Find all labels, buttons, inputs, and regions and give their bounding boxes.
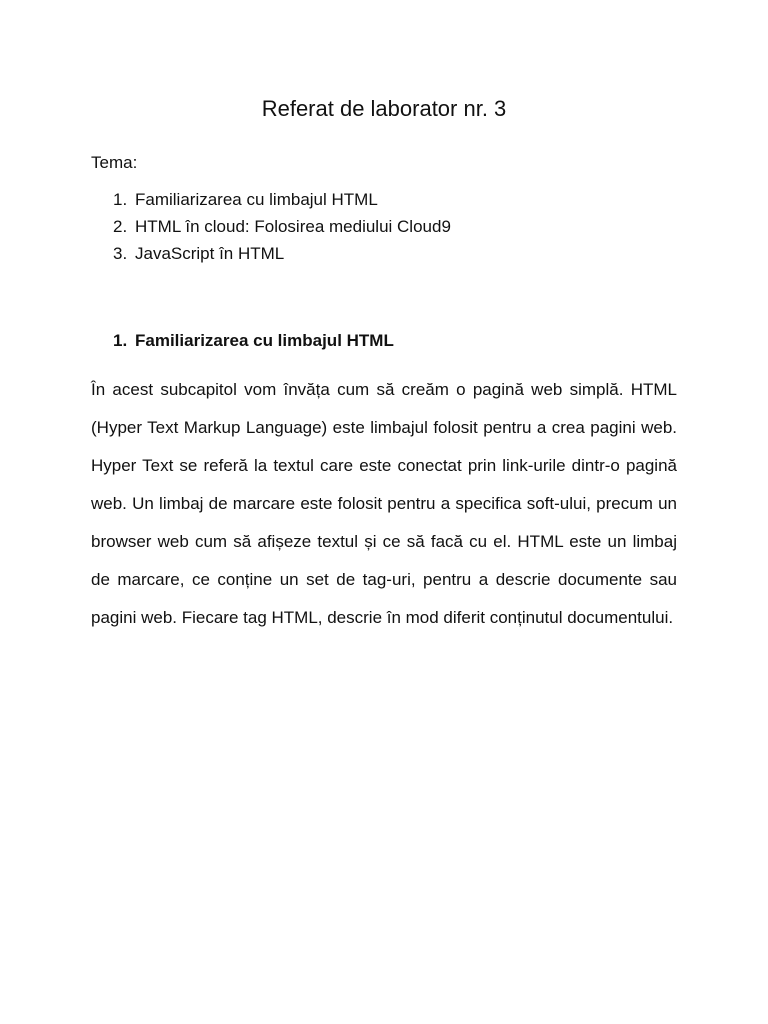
body-paragraph: În acest subcapitol vom învăța cum să creăm o pagină web simplă. HTML (Hyper Text Markup Language) este limbajul folosit pentru a crea pagini web. Hyper Text se referă la textul care este conectat prin link-urile dintr-o pagină web. Un limbaj de marcare este folosit pentru a specifica soft-ului, precum un browser web cum să afișeze textul și ce să facă cu el. HTML este un limbaj de marcare, ce conține un set de tag-uri, pentru a descrie documente sau pagini web. Fiecare tag HTML, descrie în mod diferit conținutul documentului. xyxy=(91,380,677,627)
section-heading xyxy=(113,330,394,352)
topic-text: HTML în cloud: Folosirea mediului Cloud9 xyxy=(135,217,451,236)
topic-number: 1. xyxy=(113,190,128,209)
topic-text: Familiarizarea cu limbajul HTML xyxy=(135,190,378,209)
document-title: Referat de laborator nr. 3 xyxy=(261,96,507,121)
section-heading-text: Familiarizarea cu limbajul HTML xyxy=(135,331,394,350)
topic-label: Tema: xyxy=(91,153,138,172)
topic-list-item xyxy=(113,216,451,243)
section-number: 1. xyxy=(113,331,128,350)
topic-list xyxy=(113,189,451,270)
topic-list-item xyxy=(113,243,451,270)
topic-number: 3. xyxy=(113,244,128,263)
topic-text: JavaScript în HTML xyxy=(135,244,285,263)
topic-number: 2. xyxy=(113,217,128,236)
topic-list-item xyxy=(113,189,451,216)
